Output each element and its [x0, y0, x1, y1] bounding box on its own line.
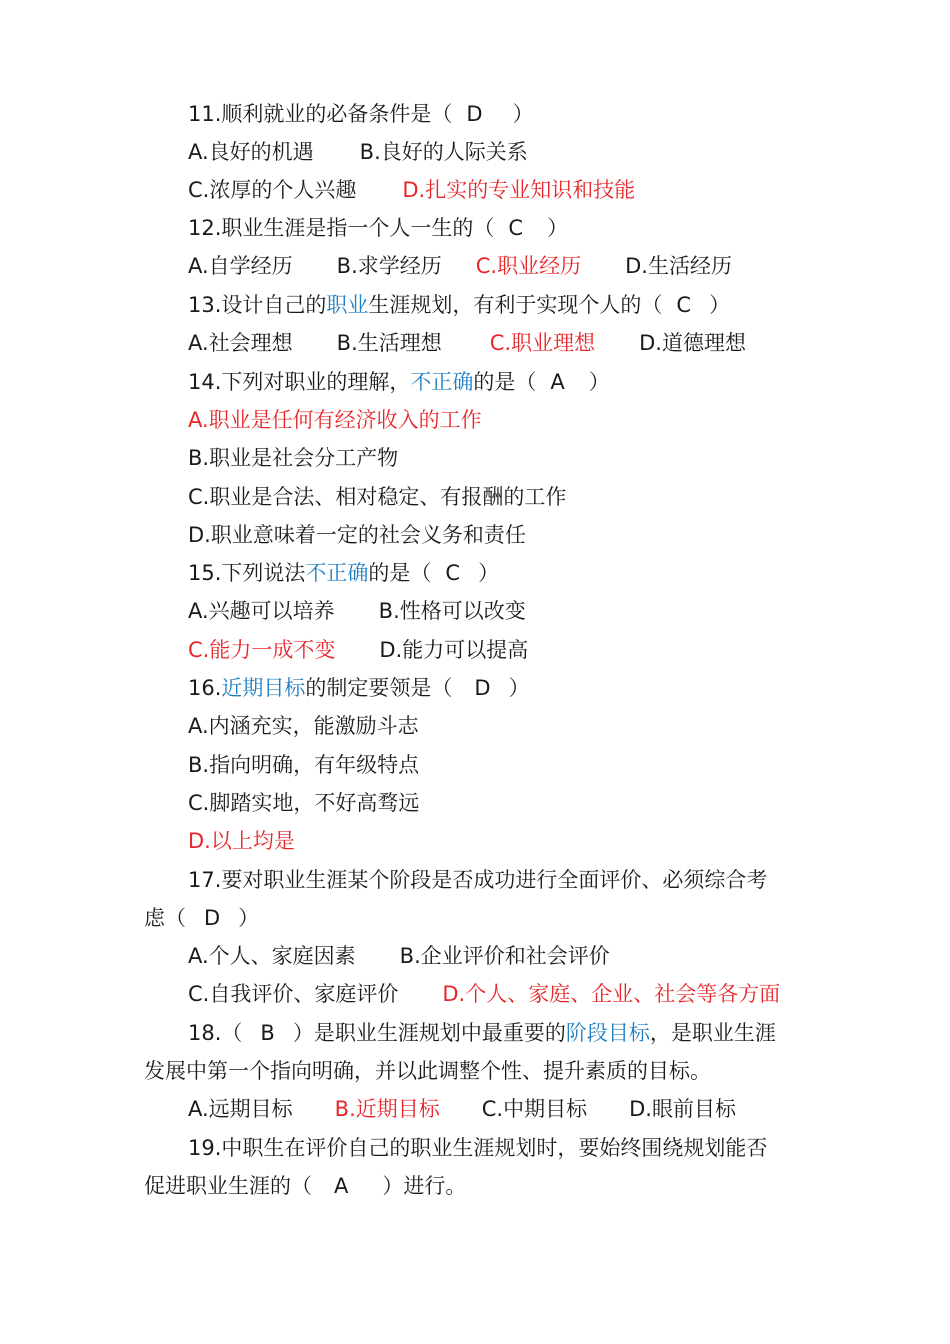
- answer-letter: D: [204, 906, 221, 930]
- question-14-option-c: C.职业是合法、相对稳定、有报酬的工作: [188, 485, 567, 509]
- option-d-correct: D.扎实的专业知识和技能: [402, 178, 636, 202]
- question-text: 的制定要领是（: [305, 676, 453, 700]
- question-16-option-a: A.内涵充实，能激励斗志: [188, 714, 419, 738]
- option-c: C.浓厚的个人兴趣: [188, 178, 357, 202]
- question-17-stem-line2: [144, 899, 824, 937]
- option-b: B.良好的人际关系: [359, 140, 528, 164]
- question-14-option-b: B.职业是社会分工产物: [188, 446, 399, 470]
- option-c-correct: C.能力一成不变: [188, 638, 336, 662]
- question-15-options-row2: [144, 631, 868, 669]
- question-14-option-d: D.职业意味着一定的社会义务和责任: [188, 523, 526, 547]
- question-15-options-row1: [144, 592, 868, 630]
- option-a: A.个人、家庭因素: [188, 944, 356, 968]
- question-12-stem: [144, 209, 868, 247]
- question-text: 18.（: [188, 1021, 243, 1045]
- question-11-options-row1: [144, 133, 868, 171]
- question-16-option-d-correct: D.以上均是: [188, 829, 295, 853]
- answer-letter: C: [676, 293, 692, 317]
- option-c: C.自我评价、家庭评价: [188, 982, 399, 1006]
- bracket-close: ）: [588, 370, 610, 394]
- question-12-options: [144, 247, 868, 285]
- question-13-stem: [144, 286, 868, 324]
- question-highlight: 职业: [326, 293, 369, 317]
- option-d: D.能力可以提高: [379, 638, 529, 662]
- question-text: 11.顺利就业的必备条件是（: [188, 102, 453, 126]
- option-b: B.生活理想: [336, 331, 442, 355]
- bracket-close: ）: [709, 293, 731, 317]
- question-text: 的是（: [473, 370, 537, 394]
- question-15-stem: [144, 554, 868, 592]
- question-16-option-b: B.指向明确，有年级特点: [188, 753, 420, 777]
- option-a: A.远期目标: [188, 1097, 293, 1121]
- question-text: 生涯规划，有利于实现个人的（: [368, 293, 663, 317]
- answer-letter: A: [334, 1174, 349, 1198]
- bracket-close: ）: [508, 676, 530, 700]
- question-17-options-row1: [144, 937, 868, 975]
- question-13-options: [144, 324, 868, 362]
- question-19-stem-line1: 19.中职生在评价自己的职业生涯规划时，要始终围绕规划能否: [188, 1136, 768, 1160]
- question-17-stem-line1: 17.要对职业生涯某个阶段是否成功进行全面评价、必须综合考: [188, 868, 768, 892]
- bracket-close: ）: [478, 561, 500, 585]
- question-16-stem: [144, 669, 868, 707]
- bracket-close: ）: [547, 216, 569, 240]
- answer-letter: A: [550, 370, 565, 394]
- question-text: 促进职业生涯的（: [144, 1174, 312, 1198]
- question-text: 虑（: [144, 906, 186, 930]
- answer-letter: D: [474, 676, 491, 700]
- question-text: ）进行。: [382, 1174, 467, 1198]
- question-18-stem-line1: [144, 1014, 868, 1052]
- answer-letter: D: [466, 102, 483, 126]
- bracket-close: ）: [238, 906, 260, 930]
- bracket-close: ）: [512, 102, 534, 126]
- question-text: ）是职业生涯规划中最重要的: [292, 1021, 566, 1045]
- option-c: C.中期目标: [481, 1097, 588, 1121]
- question-16-option-c: C.脚踏实地，不好高骛远: [188, 791, 420, 815]
- question-11-options-row2: [144, 171, 868, 209]
- option-a: A.良好的机遇: [188, 140, 314, 164]
- question-18-options: [144, 1090, 868, 1128]
- question-text: 13.设计自己的: [188, 293, 327, 317]
- option-c-correct: C.职业理想: [489, 331, 596, 355]
- question-text: 12.职业生涯是指一个人一生的（: [188, 216, 495, 240]
- question-text: 14.下列对职业的理解，: [188, 370, 411, 394]
- question-14-stem: [144, 363, 868, 401]
- question-highlight: 近期目标: [221, 676, 306, 700]
- question-highlight: 阶段目标: [565, 1021, 650, 1045]
- option-d: D.眼前目标: [629, 1097, 736, 1121]
- answer-letter: C: [508, 216, 524, 240]
- question-highlight: 不正确: [410, 370, 474, 394]
- answer-letter: B: [260, 1021, 275, 1045]
- option-a: A.兴趣可以培养: [188, 599, 335, 623]
- question-text: ，是职业生涯: [649, 1021, 776, 1045]
- option-b-correct: B.近期目标: [334, 1097, 440, 1121]
- answer-letter: C: [445, 561, 461, 585]
- question-14-option-a-correct: A.职业是任何有经济收入的工作: [188, 408, 482, 432]
- option-a: A.社会理想: [188, 331, 293, 355]
- question-text: 15.下列说法: [188, 561, 306, 585]
- question-highlight: 不正确: [305, 561, 369, 585]
- option-d: D.道德理想: [639, 331, 746, 355]
- question-17-options-row2: [144, 975, 868, 1013]
- option-b: B.性格可以改变: [378, 599, 526, 623]
- question-text: 的是（: [368, 561, 432, 585]
- question-19-stem-line2: [144, 1167, 824, 1205]
- option-c-correct: C.职业经历: [475, 254, 582, 278]
- option-a: A.自学经历: [188, 254, 293, 278]
- option-d: D.生活经历: [625, 254, 732, 278]
- question-11-stem: [144, 95, 868, 133]
- question-text: 16.: [188, 676, 222, 700]
- option-d-correct: D.个人、家庭、企业、社会等各方面: [442, 982, 781, 1006]
- option-b: B.企业评价和社会评价: [399, 944, 610, 968]
- question-18-stem-line2: 发展中第一个指向明确，并以此调整个性、提升素质的目标。: [144, 1059, 711, 1083]
- option-b: B.求学经历: [336, 254, 442, 278]
